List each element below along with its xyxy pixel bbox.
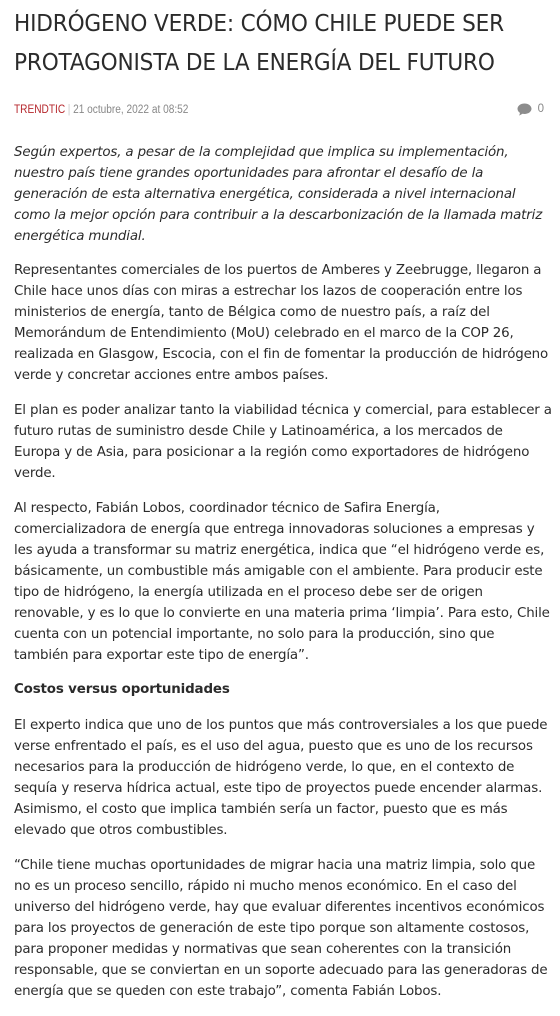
comment-count: 0 <box>537 103 544 115</box>
paragraph: Representantes comerciales de los puertos de Amberes y Zeebrugge, llegaron a Chile hace unos días con miras a estrechar los lazos de cooperación entre los ministerios de energía, tanto de Bélgica como de nuestro país, a raíz del Memorándum de Entendimiento (MoU) celebrado en el marco de la COP 26, realizada en Glasgow, Escocia, con el fin de fomentar la producción de hidrógeno verde y concretar acciones entre ambos países. <box>14 263 549 383</box>
article-meta <box>14 100 542 120</box>
article-body <box>14 142 552 1002</box>
article-title: HIDRÓGENO VERDE: CÓMO CHILE PUEDE SER PROTAGONISTA DE LA ENERGÍA DEL FUTURO <box>14 9 505 76</box>
comments-link[interactable] <box>517 99 544 119</box>
meta-separator: | <box>67 104 71 116</box>
paragraph: “Chile tiene muchas oportunidades de migrar hacia una matriz limpia, solo que no es un proceso sencillo, rápido ni mucho menos económico. En el caso del universo del hidrógeno verde, hay que evaluar diferentes incentivos económicos para los proyectos de generación de este tipo porque son altamente costosos, para proponer medidas y normativas que sean coherentes con la transición responsable, que se conviertan en un soporte adecuado para las generadoras de energía que se queden con este trabajo”, comenta Fabián Lobos. <box>14 858 548 999</box>
paragraph: Al respecto, Fabián Lobos, coordinador técnico de Safira Energía, comercializadora de energía que entrega innovadoras soluciones a empresas y les ayuda a transformar su matriz energética, indica que “el hidrógeno verde es, básicamente, un combustible más amigable con el ambiente. Para producir este tipo de hidrógeno, la energía utilizada en el proceso debe ser de origen renovable, y es lo que lo convierte en una materia prima ‘limpia’. Para esto, Chile cuenta con un potencial importante, no solo para la producción, sino que también para exportar este tipo de energía”. <box>14 501 550 663</box>
article <box>14 0 552 1016</box>
paragraph: El plan es poder analizar tanto la viabilidad técnica y comercial, para establecer a futuro rutas de suministro desde Chile y Latinoamérica, a los mercados de Europa y de Asia, para posicionar a la región como exportadores de hidrógeno verde. <box>14 403 552 481</box>
section-heading: Costos versus oportunidades <box>14 682 230 697</box>
publish-date: 21 octubre, 2022 at 08:52 <box>73 104 189 116</box>
author-link[interactable]: TRENDTIC <box>14 104 66 116</box>
paragraph: El experto indica que uno de los puntos que más controversiales a los que puede verse enfrentado el país, es el uso del agua, puesto que es uno de los recursos necesarios para la producción de hidrógeno verde, lo que, en el contexto de sequía y reserva hídrica actual, este tipo de proyectos puede encender alarmas. Asimismo, el costo que implica también sería un factor, puesto que es más elevado que otros combustibles. <box>14 718 548 838</box>
article-lead: Según expertos, a pesar de la complejidad que implica su implementación, nuestro país tiene grandes oportunidades para afrontar el desafío de la generación de esta alternativa energética, considerada a nivel internacional como la mejor opción para contribuir a la descarbonización de la llamada matriz energética mundial. <box>14 145 543 244</box>
speech-bubble-icon <box>517 103 532 116</box>
